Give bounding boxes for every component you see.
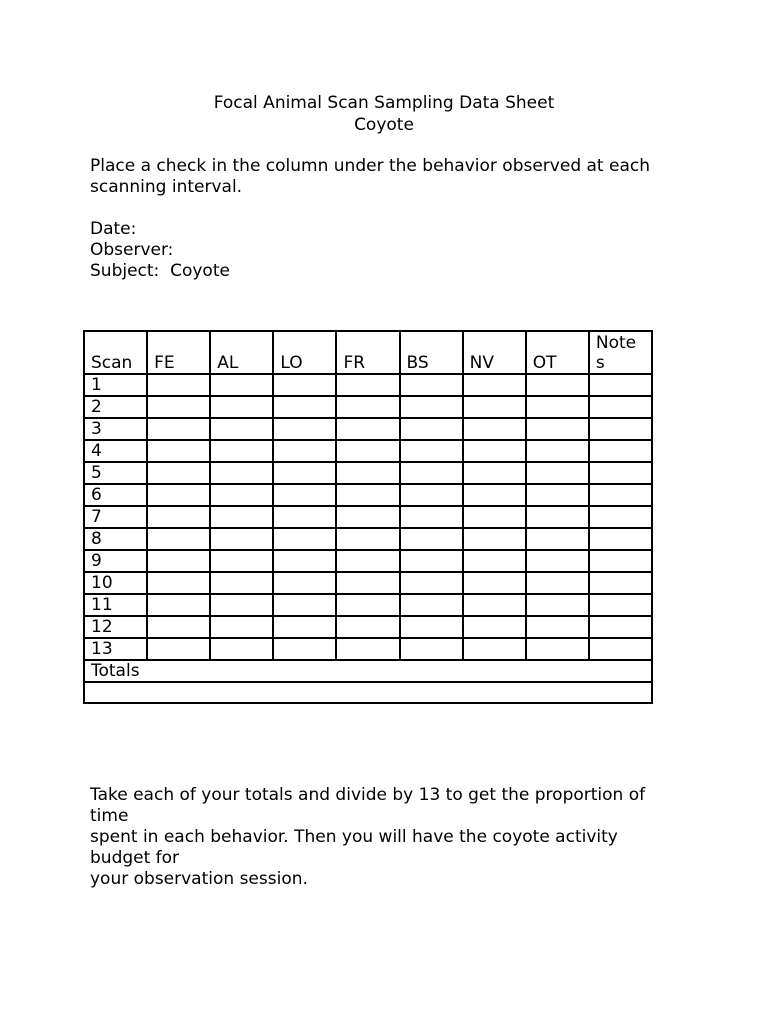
totals-label: Totals [84, 660, 652, 682]
check-cell[interactable] [273, 506, 336, 528]
check-cell[interactable] [400, 638, 463, 660]
check-cell[interactable] [589, 462, 652, 484]
check-cell[interactable] [273, 440, 336, 462]
check-cell[interactable] [589, 572, 652, 594]
check-cell[interactable] [273, 396, 336, 418]
check-cell[interactable] [526, 616, 589, 638]
totals-row [84, 660, 652, 682]
check-cell[interactable] [273, 638, 336, 660]
check-cell[interactable] [147, 616, 210, 638]
check-cell[interactable] [589, 528, 652, 550]
header-bs: BS [400, 331, 463, 374]
check-cell[interactable] [147, 506, 210, 528]
check-cell[interactable] [147, 638, 210, 660]
check-cell[interactable] [336, 572, 399, 594]
check-cell[interactable] [463, 550, 526, 572]
header-nv: NV [463, 331, 526, 374]
observer-label: Observer: [90, 240, 174, 260]
table-row [84, 462, 652, 484]
check-cell[interactable] [526, 396, 589, 418]
check-cell[interactable] [400, 506, 463, 528]
scan-number-cell: 2 [84, 396, 147, 418]
check-cell[interactable] [526, 638, 589, 660]
header-notes-line: s [595, 353, 605, 373]
check-cell[interactable] [210, 594, 273, 616]
footer-line: Take each of your totals and divide by 13 to get the proportion of [90, 785, 646, 805]
table-row [84, 418, 652, 440]
check-cell[interactable] [210, 506, 273, 528]
check-cell[interactable] [400, 396, 463, 418]
check-cell[interactable] [526, 594, 589, 616]
table-row [84, 572, 652, 594]
scan-number-cell: 10 [84, 572, 147, 594]
table-row [84, 440, 652, 462]
check-cell[interactable] [210, 396, 273, 418]
check-cell[interactable] [273, 550, 336, 572]
check-cell[interactable] [210, 616, 273, 638]
check-cell[interactable] [463, 528, 526, 550]
table-header-row [84, 331, 652, 374]
check-cell[interactable] [400, 440, 463, 462]
table-row [84, 506, 652, 528]
header-fr: FR [336, 331, 399, 374]
instructions [90, 156, 690, 198]
scan-number-cell: 1 [84, 374, 147, 396]
scan-number-cell: 13 [84, 638, 147, 660]
check-cell[interactable] [147, 550, 210, 572]
check-cell[interactable] [336, 440, 399, 462]
scan-number-cell: 3 [84, 418, 147, 440]
header-fe: FE [147, 331, 210, 374]
check-cell[interactable] [147, 484, 210, 506]
check-cell[interactable] [147, 462, 210, 484]
check-cell[interactable] [210, 440, 273, 462]
check-cell[interactable] [400, 418, 463, 440]
check-cell[interactable] [273, 484, 336, 506]
check-cell[interactable] [210, 638, 273, 660]
sheet-subtitle: Coyote [354, 115, 414, 135]
check-cell[interactable] [589, 594, 652, 616]
sheet-title: Focal Animal Scan Sampling Data Sheet [213, 93, 555, 113]
header-notes-line: Note [595, 333, 637, 353]
footer-line: your observation session. [90, 869, 308, 889]
subject-label: Subject: Coyote [90, 261, 230, 281]
check-cell[interactable] [210, 528, 273, 550]
sheet-fields [90, 219, 690, 282]
check-cell[interactable] [336, 396, 399, 418]
check-cell[interactable] [336, 506, 399, 528]
check-cell[interactable] [589, 374, 652, 396]
table-row [84, 374, 652, 396]
scan-data-table [83, 330, 653, 704]
check-cell[interactable] [463, 440, 526, 462]
check-cell[interactable] [400, 550, 463, 572]
check-cell[interactable] [463, 396, 526, 418]
check-cell[interactable] [273, 462, 336, 484]
check-cell[interactable] [273, 616, 336, 638]
check-cell[interactable] [400, 462, 463, 484]
header-scan: Scan [84, 331, 147, 374]
check-cell[interactable] [147, 528, 210, 550]
check-cell[interactable] [589, 484, 652, 506]
check-cell[interactable] [336, 418, 399, 440]
check-cell[interactable] [336, 374, 399, 396]
table-row [84, 638, 652, 660]
check-cell[interactable] [463, 374, 526, 396]
check-cell[interactable] [589, 440, 652, 462]
check-cell[interactable] [273, 418, 336, 440]
scan-number-cell: 4 [84, 440, 147, 462]
check-cell[interactable] [336, 594, 399, 616]
check-cell[interactable] [463, 572, 526, 594]
check-cell[interactable] [589, 638, 652, 660]
check-cell[interactable] [526, 484, 589, 506]
table-row [84, 550, 652, 572]
table-row [84, 484, 652, 506]
table-row [84, 616, 652, 638]
check-cell[interactable] [147, 374, 210, 396]
check-cell[interactable] [463, 506, 526, 528]
footer-line: spent in each behavior. Then you will have the coyote activity [90, 827, 618, 847]
check-cell[interactable] [400, 594, 463, 616]
check-cell[interactable] [273, 374, 336, 396]
check-cell[interactable] [273, 594, 336, 616]
check-cell[interactable] [463, 418, 526, 440]
table-row [84, 528, 652, 550]
check-cell[interactable] [589, 550, 652, 572]
instructions-line: Place a check in the column under the behavior observed at each [90, 156, 650, 176]
table-row [84, 594, 652, 616]
check-cell[interactable] [147, 396, 210, 418]
instructions-line: scanning interval. [90, 177, 243, 197]
check-cell[interactable] [210, 550, 273, 572]
totals-entry-row [84, 682, 652, 703]
scan-number-cell: 7 [84, 506, 147, 528]
scan-number-cell: 8 [84, 528, 147, 550]
footer-line: time [90, 806, 129, 826]
scan-number-cell: 6 [84, 484, 147, 506]
footer-instructions [90, 785, 690, 890]
check-cell[interactable] [589, 396, 652, 418]
check-cell[interactable] [336, 616, 399, 638]
check-cell[interactable] [526, 506, 589, 528]
check-cell[interactable] [147, 594, 210, 616]
check-cell[interactable] [210, 484, 273, 506]
check-cell[interactable] [273, 572, 336, 594]
table-row [84, 396, 652, 418]
totals-entry-cell[interactable] [84, 682, 652, 703]
check-cell[interactable] [400, 572, 463, 594]
check-cell[interactable] [526, 374, 589, 396]
check-cell[interactable] [400, 484, 463, 506]
scan-number-cell: 12 [84, 616, 147, 638]
check-cell[interactable] [463, 484, 526, 506]
check-cell[interactable] [400, 616, 463, 638]
check-cell[interactable] [336, 528, 399, 550]
scan-number-cell: 11 [84, 594, 147, 616]
check-cell[interactable] [400, 528, 463, 550]
check-cell[interactable] [589, 418, 652, 440]
check-cell[interactable] [147, 418, 210, 440]
check-cell[interactable] [210, 572, 273, 594]
check-cell[interactable] [526, 440, 589, 462]
check-cell[interactable] [463, 462, 526, 484]
check-cell[interactable] [147, 440, 210, 462]
scan-number-cell: 5 [84, 462, 147, 484]
check-cell[interactable] [526, 528, 589, 550]
check-cell[interactable] [463, 616, 526, 638]
check-cell[interactable] [336, 484, 399, 506]
header-notes [589, 331, 652, 374]
check-cell[interactable] [526, 462, 589, 484]
check-cell[interactable] [273, 528, 336, 550]
check-cell[interactable] [526, 550, 589, 572]
check-cell[interactable] [336, 550, 399, 572]
scan-number-cell: 9 [84, 550, 147, 572]
check-cell[interactable] [526, 418, 589, 440]
check-cell[interactable] [336, 638, 399, 660]
check-cell[interactable] [589, 506, 652, 528]
header-al: AL [210, 331, 273, 374]
check-cell[interactable] [336, 462, 399, 484]
header-lo: LO [273, 331, 336, 374]
check-cell[interactable] [210, 418, 273, 440]
check-cell[interactable] [463, 638, 526, 660]
check-cell[interactable] [400, 374, 463, 396]
check-cell[interactable] [589, 616, 652, 638]
footer-line: budget for [90, 848, 180, 868]
check-cell[interactable] [526, 572, 589, 594]
header-ot: OT [526, 331, 589, 374]
check-cell[interactable] [147, 572, 210, 594]
check-cell[interactable] [463, 594, 526, 616]
date-label: Date: [90, 219, 137, 239]
check-cell[interactable] [210, 374, 273, 396]
check-cell[interactable] [210, 462, 273, 484]
